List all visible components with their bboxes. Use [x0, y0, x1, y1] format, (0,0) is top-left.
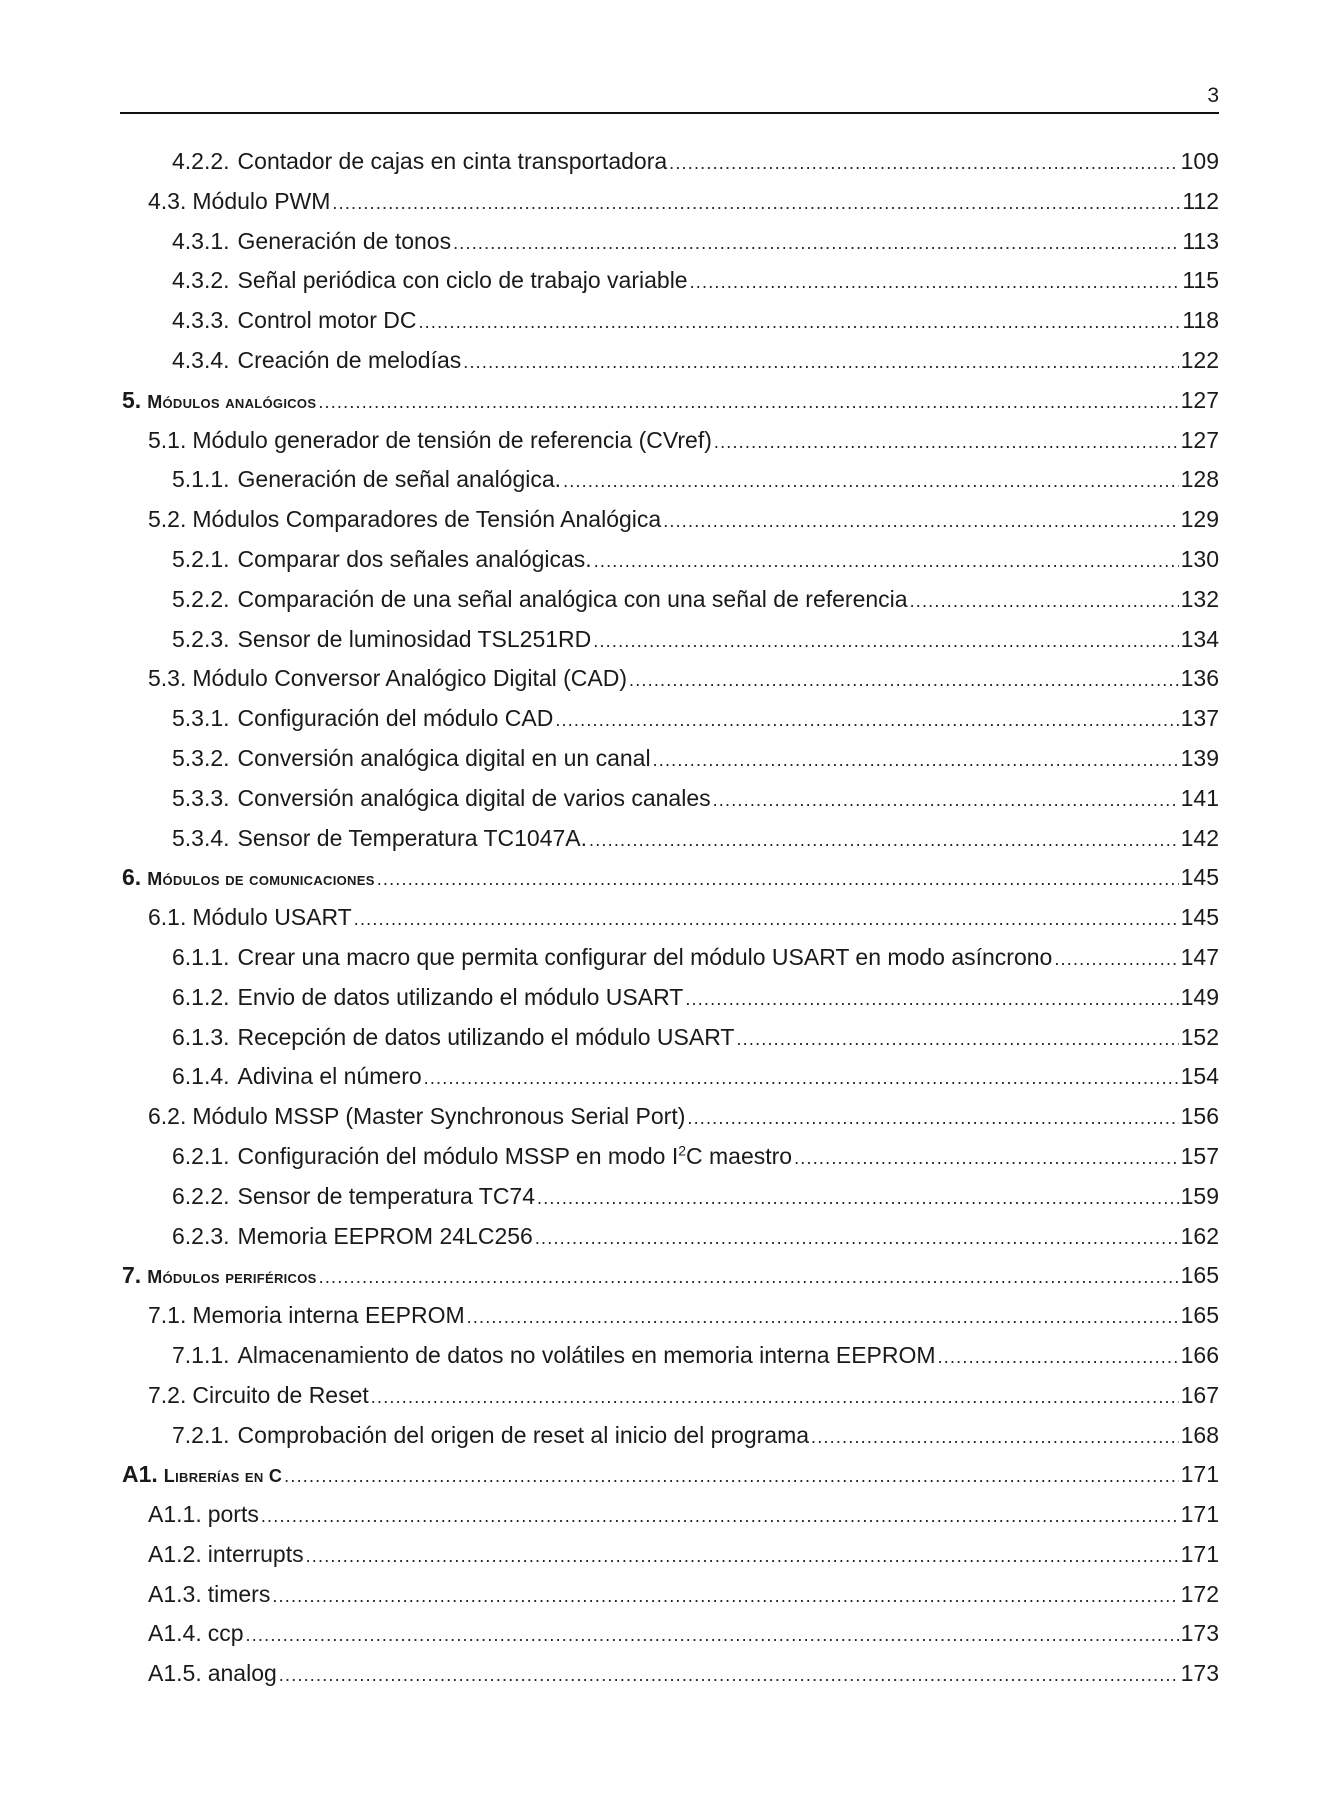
- toc-entry-page: 134: [1180, 625, 1219, 652]
- dot-leader: [669, 153, 1178, 174]
- toc-entry-number: 6.2.1.: [172, 1142, 230, 1169]
- dot-leader: [653, 750, 1179, 771]
- toc-entry-page: 109: [1180, 148, 1219, 174]
- toc-entry[interactable]: [148, 1620, 1219, 1660]
- toc-entry-number: 5.3.1.: [172, 705, 230, 732]
- toc-entry[interactable]: [172, 586, 1219, 626]
- toc-entry-title: Control motor DC: [237, 307, 417, 334]
- dot-leader: [589, 830, 1179, 851]
- toc-entry-page: 173: [1180, 1660, 1219, 1687]
- dot-leader: [354, 909, 1179, 930]
- toc-entry-page: 159: [1180, 1182, 1219, 1209]
- table-of-contents: [0, 148, 1339, 1700]
- toc-entry-number: 5.: [122, 386, 142, 413]
- dot-leader: [794, 1148, 1179, 1169]
- toc-entry-title: Señal periódica con ciclo de trabajo variable: [237, 267, 688, 294]
- toc-entry-number: 6.2.2.: [172, 1182, 230, 1209]
- dot-leader: [594, 551, 1179, 572]
- toc-entry-page: 145: [1180, 904, 1219, 931]
- toc-entry-page: 171: [1180, 1501, 1219, 1528]
- dot-leader: [318, 392, 1178, 413]
- toc-entry-number: A1.: [122, 1461, 158, 1488]
- toc-entry-number: 5.3.3.: [172, 784, 230, 811]
- toc-entry-number: A1.5.: [148, 1660, 202, 1687]
- toc-entry-title: Módulos analógicos: [147, 391, 317, 412]
- toc-entry-page: 139: [1180, 744, 1219, 771]
- toc-entry-number: 4.3.4.: [172, 346, 230, 373]
- toc-entry-title: Módulos periféricos: [147, 1267, 317, 1288]
- page-number: 3: [1207, 84, 1219, 107]
- toc-entry-title: ccp: [207, 1620, 244, 1647]
- toc-entry[interactable]: [172, 1024, 1219, 1064]
- toc-entry-title: Módulo PWM: [192, 187, 331, 214]
- dot-leader: [629, 670, 1179, 691]
- toc-entry-title: Conversión analógica digital de varios canales: [237, 784, 711, 811]
- dot-leader: [306, 1546, 1179, 1567]
- toc-entry-title: Adivina el número: [237, 1063, 422, 1090]
- toc-entry[interactable]: [172, 745, 1219, 785]
- toc-entry-number: A1.3.: [148, 1580, 202, 1607]
- dot-leader: [371, 1387, 1179, 1408]
- toc-entry-number: 5.1.1.: [172, 466, 230, 493]
- dot-leader: [272, 1586, 1178, 1607]
- toc-entry[interactable]: [172, 307, 1219, 347]
- toc-entry[interactable]: [148, 904, 1219, 944]
- toc-entry-page: 122: [1180, 346, 1219, 373]
- toc-entry-number: 6.1.4.: [172, 1063, 230, 1090]
- toc-entry[interactable]: [148, 1660, 1219, 1700]
- toc-entry-number: 4.3.: [148, 187, 187, 214]
- toc-entry-number: 5.2.2.: [172, 585, 230, 612]
- dot-leader: [453, 233, 1180, 254]
- dot-leader: [332, 193, 1180, 214]
- toc-entry-page: 113: [1182, 227, 1219, 254]
- toc-entry-title: Sensor de temperatura TC74: [237, 1182, 536, 1209]
- toc-entry-title: Envio de datos utilizando el módulo USART: [237, 983, 684, 1010]
- toc-entry-title: interrupts: [207, 1540, 304, 1567]
- toc-entry-title: Circuito de Reset: [192, 1381, 369, 1408]
- toc-entry[interactable]: [148, 1541, 1219, 1581]
- toc-entry-number: 4.3.1.: [172, 227, 230, 254]
- toc-entry-page: 168: [1180, 1421, 1219, 1448]
- dot-leader: [319, 1267, 1179, 1288]
- toc-entry-title: ports: [207, 1501, 259, 1528]
- toc-entry-title: Módulo generador de tensión de referencia (CVref): [192, 426, 712, 453]
- toc-entry[interactable]: [172, 944, 1219, 984]
- toc-entry-number: 6.: [122, 864, 142, 891]
- dot-leader: [713, 790, 1179, 811]
- toc-entry[interactable]: [172, 785, 1219, 825]
- dot-leader: [537, 1188, 1179, 1209]
- toc-entry[interactable]: [172, 1183, 1219, 1223]
- toc-chapter-entry[interactable]: [122, 1461, 1219, 1501]
- toc-entry-number: 7.1.: [148, 1302, 187, 1329]
- toc-entry-page: 127: [1180, 386, 1219, 413]
- dot-leader: [663, 511, 1178, 532]
- toc-entry[interactable]: [172, 1342, 1219, 1382]
- dot-leader: [555, 710, 1178, 731]
- toc-entry-title: Generación de señal analógica.: [237, 466, 562, 493]
- toc-entry-page: 156: [1180, 1103, 1219, 1130]
- toc-entry-page: 157: [1180, 1142, 1219, 1169]
- dot-leader: [736, 1029, 1178, 1050]
- toc-entry[interactable]: [148, 1382, 1219, 1422]
- toc-entry-page: 147: [1180, 943, 1219, 970]
- toc-entry-page: 162: [1180, 1222, 1219, 1249]
- dot-leader: [563, 471, 1179, 492]
- toc-entry-number: 6.1.2.: [172, 983, 230, 1010]
- toc-entry-page: 165: [1180, 1302, 1219, 1329]
- toc-entry-number: 5.2.: [148, 506, 187, 533]
- toc-entry-page: 165: [1180, 1262, 1219, 1289]
- toc-entry-page: 171: [1180, 1461, 1219, 1488]
- toc-chapter-entry[interactable]: [122, 387, 1219, 427]
- toc-entry-number: 4.3.3.: [172, 307, 230, 334]
- toc-entry[interactable]: [148, 506, 1219, 546]
- toc-entry-page: 166: [1180, 1341, 1219, 1368]
- toc-entry-page: 145: [1180, 864, 1219, 891]
- toc-entry-page: 128: [1180, 466, 1219, 493]
- dot-leader: [261, 1506, 1179, 1527]
- toc-entry-number: 4.3.2.: [172, 267, 230, 294]
- toc-entry[interactable]: [172, 825, 1219, 865]
- toc-entry-number: 7.2.: [148, 1381, 187, 1408]
- toc-entry[interactable]: [148, 1302, 1219, 1342]
- superscript: 2: [678, 1142, 687, 1159]
- toc-entry-title: Almacenamiento de datos no volátiles en memoria interna EEPROM: [237, 1341, 936, 1368]
- toc-entry[interactable]: [148, 1581, 1219, 1621]
- toc-entry-number: 6.2.3.: [172, 1222, 230, 1249]
- toc-entry[interactable]: [148, 427, 1219, 467]
- toc-entry-title: Conversión analógica digital en un canal: [237, 744, 651, 771]
- toc-entry-title: Memoria EEPROM 24LC256: [237, 1222, 533, 1249]
- toc-entry[interactable]: [172, 626, 1219, 666]
- dot-leader: [690, 272, 1181, 293]
- dot-leader: [463, 352, 1178, 373]
- toc-entry[interactable]: [172, 1143, 1219, 1183]
- toc-entry[interactable]: [148, 188, 1219, 228]
- toc-entry-title: Recepción de datos utilizando el módulo USART: [237, 1023, 735, 1050]
- dot-leader: [535, 1228, 1179, 1249]
- toc-entry-number: 5.3.4.: [172, 824, 230, 851]
- toc-entry-number: 5.3.: [148, 665, 187, 692]
- toc-entry-title-part: C maestro: [686, 1142, 793, 1169]
- toc-entry[interactable]: [148, 665, 1219, 705]
- toc-entry-page: 141: [1180, 784, 1219, 811]
- toc-entry[interactable]: [172, 228, 1219, 268]
- dot-leader: [377, 869, 1179, 890]
- toc-entry-title: Comparar dos señales analógicas.: [237, 545, 592, 572]
- toc-entry-number: 6.2.: [148, 1103, 187, 1130]
- toc-entry-number: 7.1.1.: [172, 1341, 230, 1368]
- toc-entry-page: 127: [1180, 426, 1219, 453]
- toc-entry-title: Comparación de una señal analógica con una señal de referencia: [237, 585, 908, 612]
- toc-entry-number: 4.2.2.: [172, 148, 230, 174]
- toc-entry-title: Contador de cajas en cinta transportadora: [237, 148, 668, 174]
- dot-leader: [714, 432, 1179, 453]
- toc-entry-title: Crear una macro que permita configurar del módulo USART en modo asíncrono: [237, 943, 1053, 970]
- toc-entry-title: Sensor de Temperatura TC1047A.: [237, 824, 588, 851]
- dot-leader: [284, 1466, 1178, 1487]
- toc-entry-number: 5.2.3.: [172, 625, 230, 652]
- toc-entry[interactable]: [172, 347, 1219, 387]
- toc-entry-page: 154: [1180, 1063, 1219, 1090]
- toc-entry[interactable]: [148, 1103, 1219, 1143]
- toc-entry-title: timers: [207, 1580, 271, 1607]
- toc-entry-title-part: Configuración del módulo MSSP en modo I: [237, 1142, 679, 1169]
- toc-entry-page: 149: [1180, 983, 1219, 1010]
- toc-entry-title: Sensor de luminosidad TSL251RD: [237, 625, 592, 652]
- toc-entry-page: 172: [1180, 1580, 1219, 1607]
- toc-entry-page: 142: [1180, 824, 1219, 851]
- dot-leader: [424, 1068, 1179, 1089]
- dot-leader: [910, 591, 1179, 612]
- dot-leader: [938, 1347, 1179, 1368]
- dot-leader: [593, 631, 1178, 652]
- toc-entry[interactable]: [148, 1501, 1219, 1541]
- toc-entry-page: 132: [1180, 585, 1219, 612]
- toc-entry[interactable]: [172, 984, 1219, 1024]
- dot-leader: [246, 1625, 1179, 1646]
- toc-entry-title: Configuración del módulo CAD: [237, 705, 554, 732]
- toc-entry-page: 129: [1180, 506, 1219, 533]
- toc-entry-title: Creación de melodías: [237, 346, 462, 373]
- toc-entry-title: analog: [207, 1660, 277, 1687]
- toc-entry-number: 6.1.3.: [172, 1023, 230, 1050]
- toc-entry[interactable]: [172, 705, 1219, 745]
- toc-entry-title: Módulo MSSP (Master Synchronous Serial Port): [192, 1103, 686, 1130]
- toc-entry-title: Comprobación del origen de reset al inicio del programa: [237, 1421, 810, 1448]
- toc-entry-title: [238, 1143, 793, 1170]
- toc-entry-number: A1.2.: [148, 1540, 202, 1567]
- toc-entry-number: 7.2.1.: [172, 1421, 230, 1448]
- toc-entry-title: Librerías en C: [163, 1466, 283, 1487]
- toc-entry-number: 7.: [122, 1262, 142, 1289]
- toc-entry-number: 6.1.: [148, 904, 187, 931]
- toc-entry-page: 136: [1180, 665, 1219, 692]
- toc-entry-title: Módulos de comunicaciones: [147, 869, 375, 890]
- header-rule: [120, 112, 1219, 114]
- toc-entry-page: 171: [1180, 1540, 1219, 1567]
- toc-entry-number: 5.1.: [148, 426, 187, 453]
- toc-entry-title: Memoria interna EEPROM: [192, 1302, 465, 1329]
- toc-entry-page: 167: [1180, 1381, 1219, 1408]
- toc-entry-page: 137: [1180, 705, 1219, 732]
- dot-leader: [1054, 949, 1178, 970]
- toc-entry-page: 118: [1182, 307, 1219, 334]
- toc-chapter-entry[interactable]: [122, 864, 1219, 904]
- dot-leader: [687, 1108, 1178, 1129]
- dot-leader: [811, 1427, 1179, 1448]
- toc-entry-page: 115: [1182, 267, 1219, 294]
- toc-entry[interactable]: [172, 148, 1219, 188]
- toc-entry[interactable]: [172, 466, 1219, 506]
- toc-entry-number: 5.2.1.: [172, 545, 230, 572]
- dot-leader: [418, 312, 1180, 333]
- toc-chapter-entry[interactable]: [122, 1262, 1219, 1302]
- toc-entry-page: 130: [1180, 545, 1219, 572]
- toc-entry[interactable]: [172, 1223, 1219, 1263]
- dot-leader: [467, 1307, 1179, 1328]
- toc-entry-title: Módulo USART: [192, 904, 352, 931]
- toc-entry-page: 152: [1180, 1023, 1219, 1050]
- dot-leader: [685, 989, 1178, 1010]
- toc-entry-page: 112: [1182, 187, 1219, 214]
- toc-entry-title: Módulos Comparadores de Tensión Analógica: [192, 506, 662, 533]
- toc-entry-number: 6.1.1.: [172, 943, 230, 970]
- toc-entry-title: Generación de tonos: [237, 227, 452, 254]
- toc-entry-number: A1.4.: [148, 1620, 202, 1647]
- toc-entry[interactable]: [172, 267, 1219, 307]
- toc-entry[interactable]: [172, 1422, 1219, 1462]
- toc-entry[interactable]: [172, 546, 1219, 586]
- dot-leader: [279, 1665, 1179, 1686]
- toc-entry[interactable]: [172, 1063, 1219, 1103]
- toc-entry-number: A1.1.: [148, 1501, 202, 1528]
- toc-entry-number: 5.3.2.: [172, 744, 230, 771]
- toc-entry-page: 173: [1180, 1620, 1219, 1647]
- toc-entry-title: Módulo Conversor Analógico Digital (CAD): [192, 665, 628, 692]
